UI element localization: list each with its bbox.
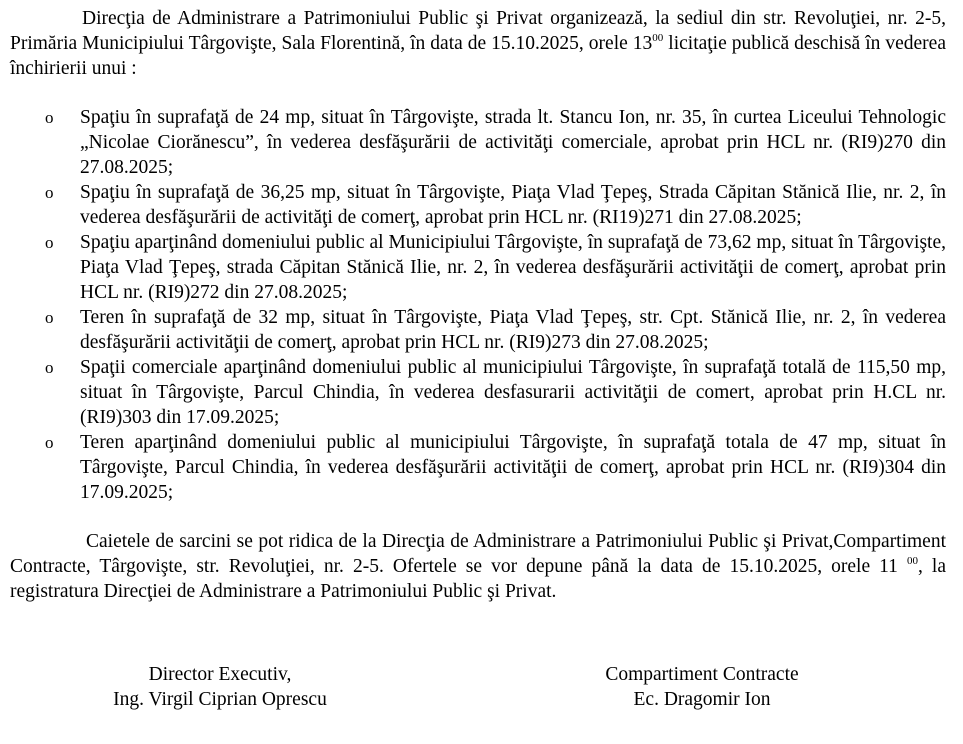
signature-left [70, 662, 370, 712]
list-item [10, 180, 946, 230]
list-item-text: Spaţiu în suprafaţă de 36,25 mp, situat în Târgovişte, Piaţa Vlad Ţepeş, Strada Căpitan Stănică Ilie, nr. 2, în vederea desfăşurării de activităţi de comerţ, aprobat prin HCL nr. (RI19)271 din 27.08.2025; [80, 182, 946, 228]
circle-bullet-icon: o [45, 308, 54, 327]
intro-time-superscript: 00 [652, 32, 664, 44]
list-item-text: Spaţiu în suprafaţă de 24 mp, situat în Târgovişte, strada lt. Stancu Ion, nr. 35, în curtea Liceului Tehnologic „Nicolae Ciorănescu”, în vederea desfăşurării de activităţi comerciale, aprobat prin HCL nr. (RI9)270 din 27.08.2025; [80, 107, 946, 178]
circle-bullet-icon: o [45, 183, 54, 202]
circle-bullet-icon: o [45, 358, 54, 377]
signature-left-title: Director Executiv, [148, 664, 292, 685]
list-item-text: Teren aparţinând domeniului public al municipiului Târgovişte, în suprafaţă totala de 47 mp, situat în Târgovişte, Parcul Chindia, în vederea desfăşurării activităţii de comerţ, aprobat prin HCL nr. (RI9)304 din 17.09.2025; [80, 432, 946, 503]
signature-right-name: Ec. Dragomir Ion [633, 689, 771, 710]
circle-bullet-icon: o [45, 108, 54, 127]
premises-list [10, 105, 946, 505]
signature-block [0, 662, 936, 722]
document-page [10, 6, 946, 604]
list-item [10, 355, 946, 430]
signature-right-title: Compartiment Contracte [605, 664, 799, 685]
intro-text: Direcţia de Administrare a Patrimoniului Public şi Privat organizează, la sediul din str. Revoluţiei, nr. 2-5, Primăria Municipiului Târgovişte, Sala Florentină, în data de 15.10.2025, orele 13 [10, 8, 946, 54]
closing-time-superscript: 00 [906, 555, 918, 567]
closing-text-end: , la registratura Direcţiei de Administrare a Patrimoniului Public şi Privat. [10, 556, 946, 602]
signature-left-name: Ing. Virgil Ciprian Oprescu [113, 689, 327, 710]
list-item-text: Teren în suprafaţă de 32 mp, situat în Târgovişte, Piaţa Vlad Ţepeş, str. Cpt. Stănică Ilie, nr. 2, în vederea desfăşurării activităţii de comerţ, aprobat prin HCL nr. (RI9)273 din 27.08.2025; [80, 307, 946, 353]
list-item [10, 230, 946, 305]
closing-paragraph [10, 529, 946, 604]
list-item [10, 305, 946, 355]
signature-right [552, 662, 852, 712]
list-item [10, 430, 946, 505]
intro-paragraph [10, 6, 946, 81]
circle-bullet-icon: o [45, 233, 54, 252]
closing-text: Caietele de sarcini se pot ridica de la Direcţia de Administrare a Patrimoniului Public şi Privat,Compartiment Contracte, Târgovişte, str. Revoluţiei, nr. 2-5. Ofertele se vor depune până la data de 15.10.2025, orele 11 [10, 531, 946, 577]
list-item-text: Spaţii comerciale aparţinând domeniului public al municipiului Târgovişte, în suprafaţă totală de 115,50 mp, situat în Târgovişte, Parcul Chindia, în vederea desfasurarii activităţii de comert, aprobat prin H.CL nr. (RI9)303 din 17.09.2025; [80, 357, 946, 428]
list-item [10, 105, 946, 180]
list-item-text: Spaţiu aparţinând domeniului public al Municipiului Târgovişte, în suprafaţă de 73,62 mp, situat în Târgovişte, Piaţa Vlad Ţepeş, strada Căpitan Stănică Ilie, nr. 2, în vederea desfăşurării activităţii de comerţ, aprobat prin HCL nr. (RI9)272 din 27.08.2025; [80, 232, 946, 303]
circle-bullet-icon: o [45, 433, 54, 452]
intro-text-end: licitaţie publică deschisă în vederea închirierii unui : [10, 33, 946, 79]
